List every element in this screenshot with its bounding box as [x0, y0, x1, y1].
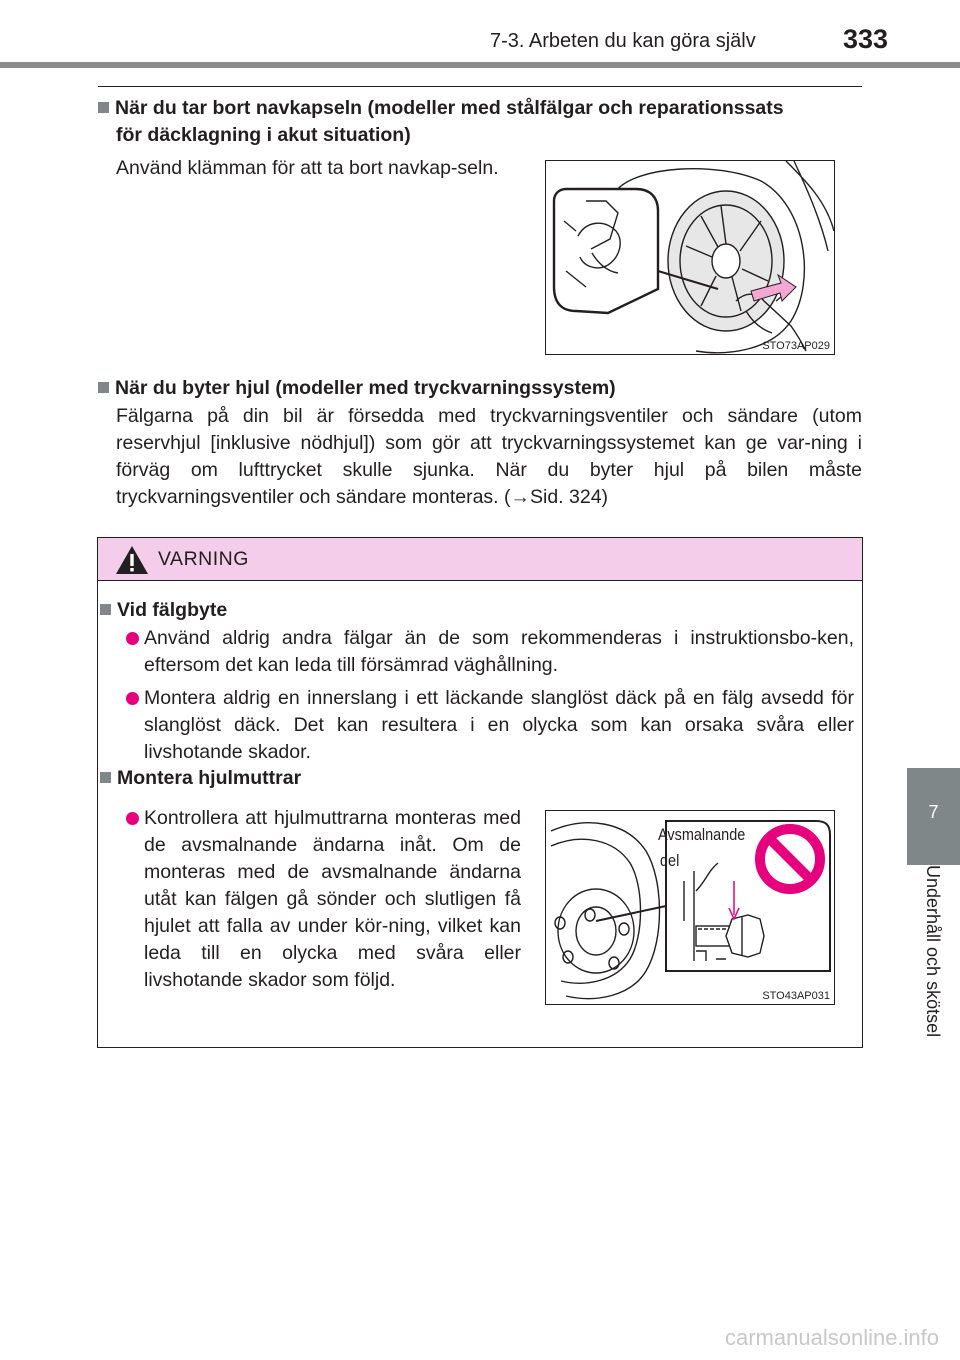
bullet-dot-icon [126, 812, 139, 825]
header-rule [0, 62, 960, 68]
running-header-section-title: 7-3. Arbeten du kan göra själv [490, 30, 756, 52]
section-heading-line2: för däcklagning i akut situation) [116, 124, 411, 146]
section-text-hubcap: Använd klämman för att ta bort navkap-seln. [116, 157, 499, 179]
warning-group-heading [100, 597, 227, 624]
warning-bullet-text: Använd aldrig andra fälgar än de som rekommenderas i instruktionsbo-ken, eftersom det kan leda till försämrad väghållning. [144, 627, 854, 676]
page-number: 333 [843, 24, 889, 54]
section-text-wheel-change: Fälgarna på din bil är försedda med tryckvarningsventiler och sändare (utom reservhjul [inklusive nödhjul]) som gör att tryckvarningssystemet kan ge var-ning i förväg om lufttrycket skulle sjunka. När du byter hjul på bilen måste tryckvarningsventiler och sändare monteras. (→Sid. 324) [116, 405, 862, 508]
chapter-tab-number: 7 [928, 802, 939, 822]
warning-group-heading-text: Montera hjulmuttrar [117, 767, 302, 789]
figure-label-part: del [660, 851, 680, 870]
wheel-nut-illustration [545, 810, 835, 1005]
hubcap-clip-illustration-icon [546, 161, 835, 355]
section-heading-line1: När du tar bort navkapseln (modeller med stålfälgar och reparationssats [115, 97, 784, 119]
figure-label-tapered: Avsmalnande [658, 825, 746, 844]
square-bullet-icon [100, 772, 111, 783]
square-bullet-icon [98, 382, 109, 393]
bullet-dot-icon [126, 632, 139, 645]
section-heading-text: När du byter hjul (modeller med tryckvarningssystem) [115, 377, 616, 399]
content-top-rule [98, 86, 862, 87]
square-bullet-icon [100, 604, 111, 615]
hubcap-removal-illustration [545, 160, 835, 355]
warning-group-heading-text: Vid fälgbyte [117, 599, 228, 621]
warning-triangle-icon [115, 545, 149, 575]
warning-bullet-item [144, 685, 854, 766]
warning-bullet-item [144, 805, 521, 994]
watermark: carmanualsonline.info [725, 1325, 940, 1350]
bullet-dot-icon [126, 692, 139, 705]
section-heading-wheel-change [98, 375, 862, 402]
warning-bullet-item [144, 625, 854, 679]
warning-bullet-text: Montera aldrig en innerslang i ett läckande slanglöst däck på en fälg avsedd för slanglöst däck. Det kan resultera i en olycka som kan orsaka svåra eller livshotande skador. [144, 687, 854, 763]
warning-group-heading [100, 765, 301, 792]
warning-bullet-text: Kontrollera att hjulmuttrarna monteras med de avsmalnande ändarna inåt. Om de monteras med de avsmalnande ändarna utåt kan fälgen gå sönder och slutligen få hjulet att falla av under kör-ning, vilket kan leda till en olycka med svåra eller livshotande skador som följd. [144, 807, 521, 991]
figure-code: STO73AP029 [762, 340, 830, 352]
chapter-tab-label: Underhåll och skötsel [923, 865, 943, 1038]
warning-title: VARNING [158, 548, 249, 570]
square-bullet-icon [98, 102, 109, 113]
section-heading-hubcap [98, 95, 862, 149]
figure-code: STO43AP031 [762, 990, 830, 1002]
